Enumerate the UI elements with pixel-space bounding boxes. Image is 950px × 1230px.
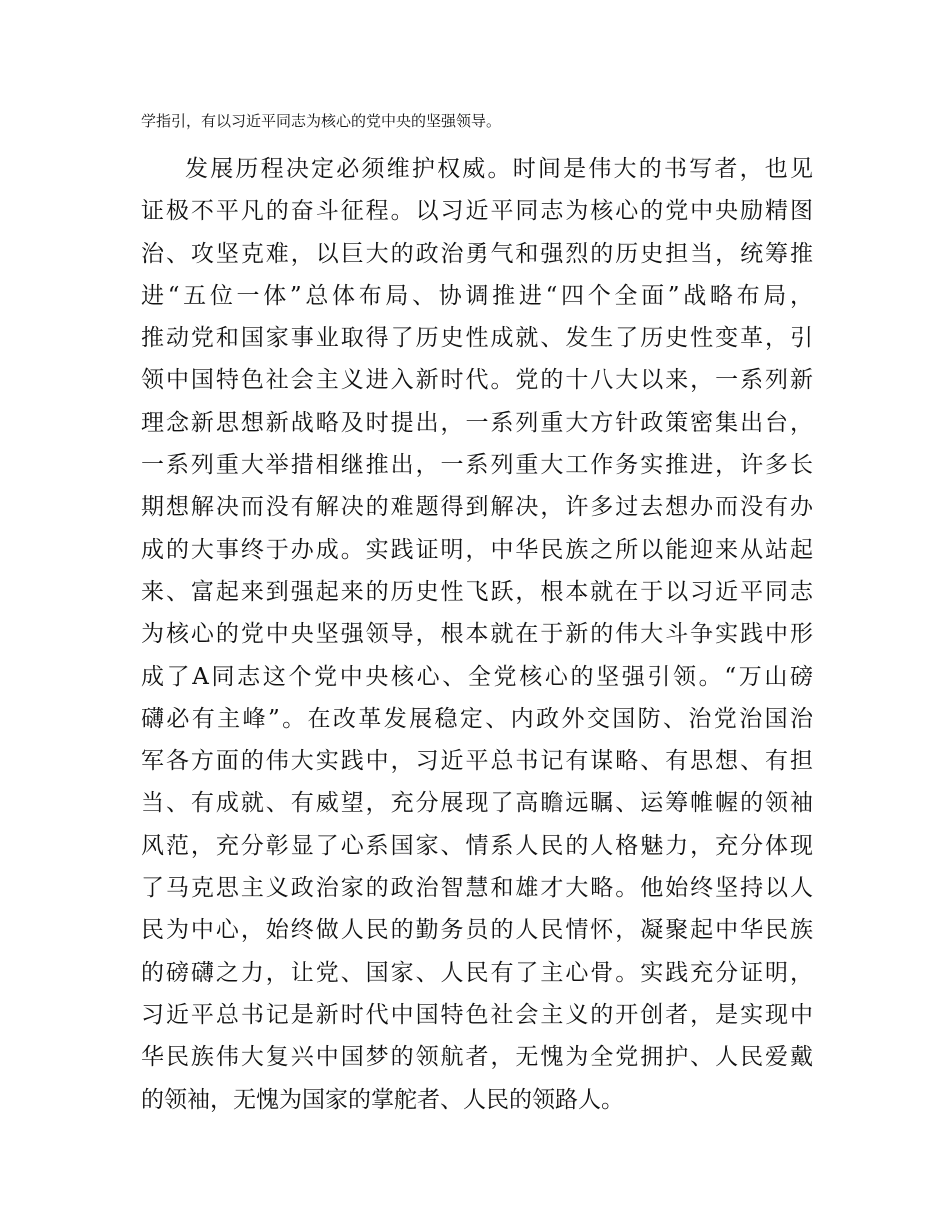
- paragraph-line: 的磅礴之力，让党、国家、人民有了主心骨。实践充分证明，: [141, 959, 813, 986]
- paragraph-line: 礴必有主峰”。在改革发展稳定、内政外交国防、治党治国治: [141, 705, 813, 732]
- paragraph-line: 当、有成就、有威望，充分展现了高瞻远瞩、运筹帷幄的领袖: [141, 790, 813, 817]
- paragraph-line: 军各方面的伟大实践中，习近平总书记有谋略、有思想、有担: [141, 748, 813, 775]
- paragraph-line: 民为中心，始终做人民的勤务员的人民情怀，凝聚起中华民族: [141, 917, 813, 944]
- paragraph-line: 成了A同志这个党中央核心、全党核心的坚强引领。“万山磅: [141, 663, 813, 690]
- paragraph-line: 一系列重大举措相继推出，一系列重大工作务实推进，许多长: [141, 452, 813, 479]
- paragraph-line: 理念新思想新战略及时提出，一系列重大方针政策密集出台，: [141, 409, 813, 436]
- paragraph-line: 进“五位一体”总体布局、协调推进“四个全面”战略布局，: [141, 282, 813, 309]
- paragraph-line: 风范，充分彰显了心系国家、情系人民的人格魅力，充分体现: [141, 832, 813, 859]
- paragraph-line: 的领袖，无愧为国家的掌舵者、人民的领路人。: [141, 1086, 624, 1113]
- paragraph-line: 习近平总书记是新时代中国特色社会主义的开创者，是实现中: [141, 1001, 813, 1028]
- paragraph-line: 推动党和国家事业取得了历史性成就、发生了历史性变革，引: [141, 325, 813, 352]
- paragraph-line: 华民族伟大复兴中国梦的领航者，无愧为全党拥护、人民爱戴: [141, 1044, 813, 1071]
- lead-line: 学指引，有以习近平同志为核心的党中央的坚强领导。: [141, 112, 502, 130]
- paragraph-line: 治、攻坚克难，以巨大的政治勇气和强烈的历史担当，统筹推: [141, 240, 813, 267]
- paragraph-line: 成的大事终于办成。实践证明，中华民族之所以能迎来从站起: [141, 536, 813, 563]
- paragraph-line: 发展历程决定必须维护权威。时间是伟大的书写者，也见: [185, 156, 813, 182]
- body-paragraph: [141, 148, 813, 1121]
- paragraph-line: 证极不平凡的奋斗征程。以习近平同志为核心的党中央励精图: [141, 198, 813, 225]
- paragraph-line: 为核心的党中央坚强领导，根本就在于新的伟大斗争实践中形: [141, 621, 813, 648]
- paragraph-line: 了马克思主义政治家的政治智慧和雄才大略。他始终坚持以人: [141, 875, 813, 902]
- paragraph-line: 期想解决而没有解决的难题得到解决，许多过去想办而没有办: [141, 494, 813, 521]
- paragraph-line: 领中国特色社会主义进入新时代。党的十八大以来，一系列新: [141, 367, 813, 394]
- paragraph-line: 来、富起来到强起来的历史性飞跃，根本就在于以习近平同志: [141, 578, 813, 605]
